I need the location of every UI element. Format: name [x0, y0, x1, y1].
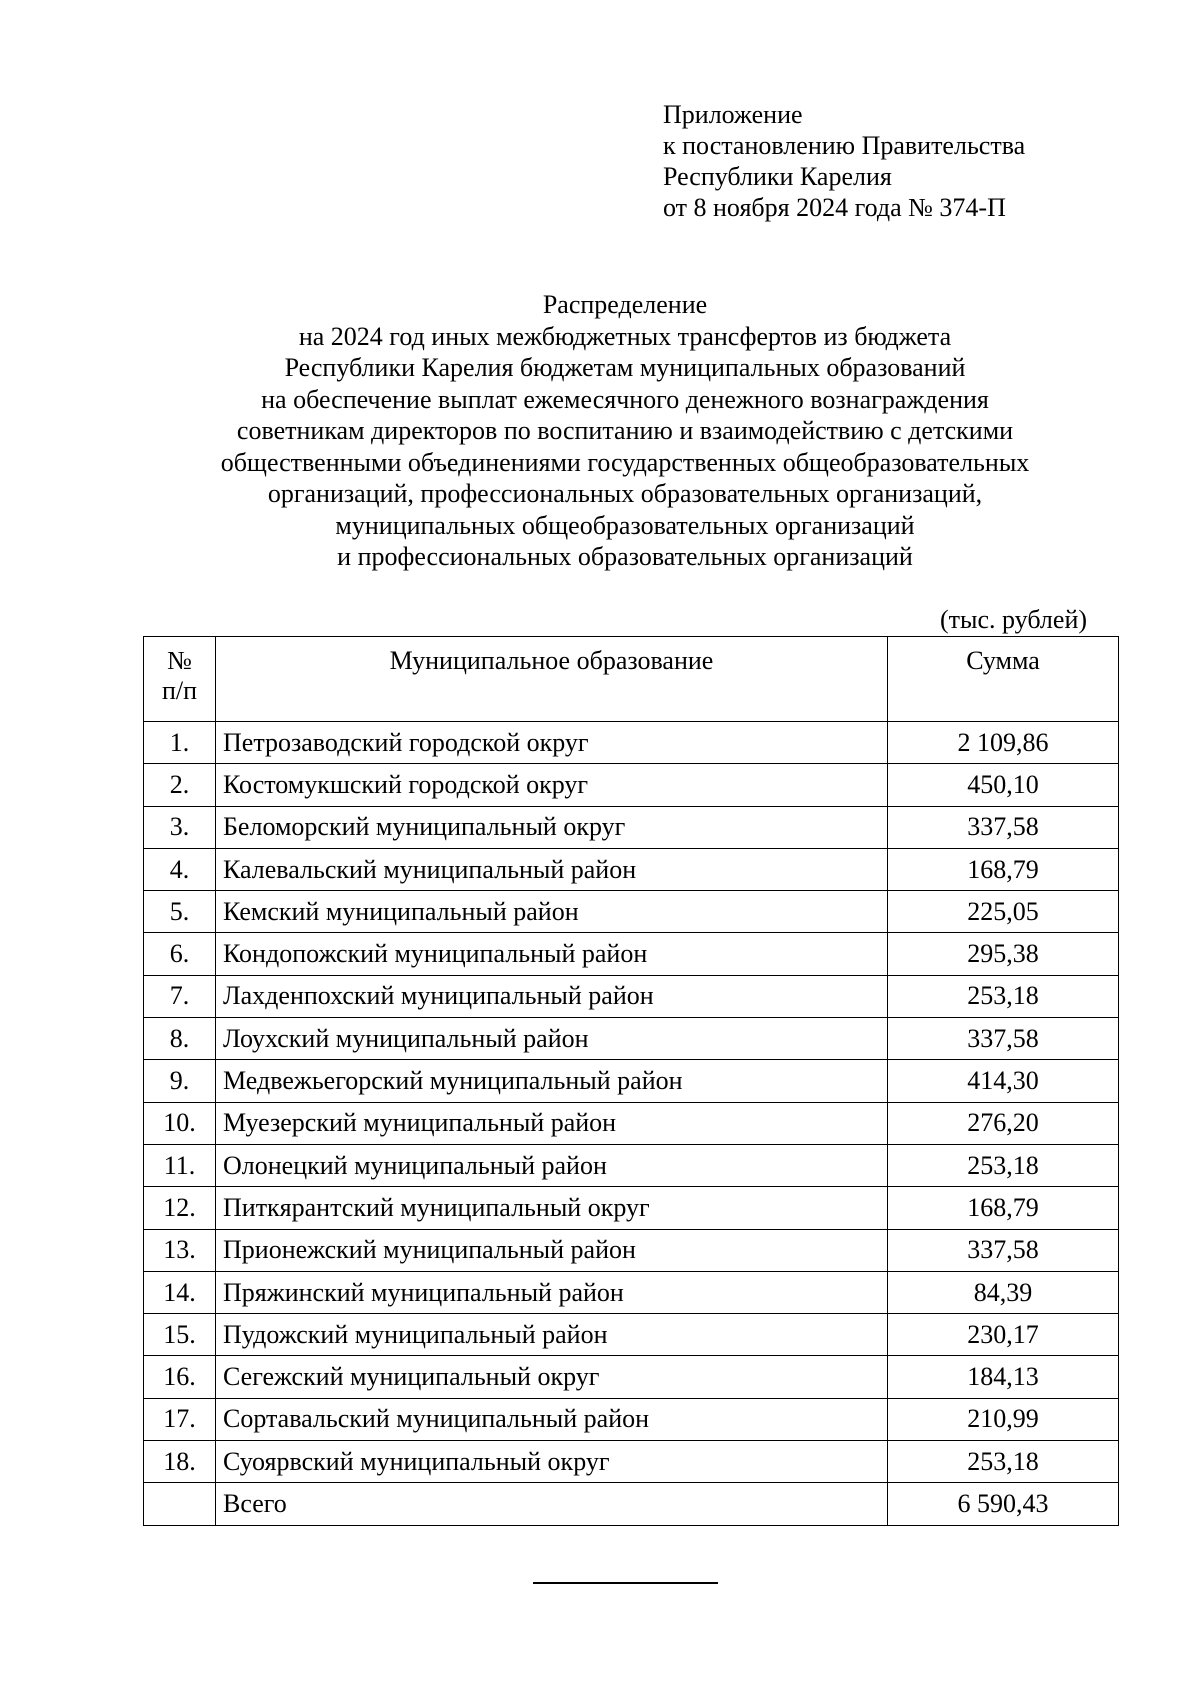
- row-municipality: Пряжинский муниципальный район: [216, 1271, 888, 1313]
- title-line: на обеспечение выплат ежемесячного денежного вознаграждения: [261, 384, 989, 414]
- header-number-line1: №: [167, 646, 192, 675]
- row-number: 17.: [144, 1398, 216, 1440]
- row-sum: 6 590,43: [888, 1483, 1119, 1525]
- table-row: [144, 1398, 1119, 1440]
- table-row: [144, 1271, 1119, 1313]
- appendix-header: [663, 99, 1025, 223]
- row-number: 11.: [144, 1144, 216, 1186]
- table-row: [144, 764, 1119, 806]
- title-line: Распределение: [542, 290, 708, 319]
- header-sum: Сумма: [888, 637, 1119, 722]
- row-municipality: Сегежский муниципальный округ: [216, 1356, 888, 1398]
- row-sum: 450,10: [888, 764, 1119, 806]
- row-number: 14.: [144, 1271, 216, 1313]
- row-municipality: Кемский муниципальный район: [216, 891, 888, 933]
- document-title: [120, 289, 1130, 573]
- table-row: [144, 1144, 1119, 1186]
- table-row: [144, 1187, 1119, 1229]
- table-row: [144, 975, 1119, 1017]
- row-number: 4.: [144, 848, 216, 890]
- row-municipality: Питкярантский муниципальный округ: [216, 1187, 888, 1229]
- row-municipality: Кондопожский муниципальный район: [216, 933, 888, 975]
- table-row: [144, 891, 1119, 933]
- title-line: на 2024 год иных межбюджетных трансфертов из бюджета: [298, 321, 952, 351]
- header-number-line2: п/п: [161, 676, 198, 705]
- table-row: [144, 806, 1119, 848]
- row-sum: 210,99: [888, 1398, 1119, 1440]
- title-line: организаций, профессиональных образовательных организаций,: [267, 479, 983, 508]
- table-row: [144, 1314, 1119, 1356]
- table-total-row: [144, 1483, 1119, 1525]
- row-sum: 337,58: [888, 806, 1119, 848]
- table-row: [144, 1102, 1119, 1144]
- title-line: и профессиональных образовательных организаций: [337, 542, 913, 571]
- table-row: [144, 933, 1119, 975]
- row-sum: 253,18: [888, 975, 1119, 1017]
- row-number: 7.: [144, 975, 216, 1017]
- row-municipality: Сортавальский муниципальный район: [216, 1398, 888, 1440]
- table-row: [144, 1441, 1119, 1483]
- row-sum: 414,30: [888, 1060, 1119, 1102]
- header-number: [144, 637, 216, 722]
- row-number: 18.: [144, 1441, 216, 1483]
- row-municipality: Медвежьегорский муниципальный район: [216, 1060, 888, 1102]
- row-municipality: Калевальский муниципальный район: [216, 848, 888, 890]
- units-label: (тыс. рублей): [940, 605, 1088, 634]
- row-municipality: Прионежский муниципальный район: [216, 1229, 888, 1271]
- row-sum: 230,17: [888, 1314, 1119, 1356]
- title-line: Республики Карелия бюджетам муниципальных образований: [284, 353, 966, 382]
- table-row: [144, 1018, 1119, 1060]
- row-municipality: Петрозаводский городской округ: [216, 722, 888, 764]
- row-sum: 295,38: [888, 933, 1119, 975]
- row-sum: 337,58: [888, 1018, 1119, 1060]
- row-sum: 84,39: [888, 1271, 1119, 1313]
- row-number: 8.: [144, 1018, 216, 1060]
- row-sum: 253,18: [888, 1144, 1119, 1186]
- table-row: [144, 1060, 1119, 1102]
- row-number: 16.: [144, 1356, 216, 1398]
- row-municipality: Суоярвский муниципальный округ: [216, 1441, 888, 1483]
- row-number: 9.: [144, 1060, 216, 1102]
- row-municipality: Всего: [216, 1483, 888, 1525]
- row-municipality: Олонецкий муниципальный район: [216, 1144, 888, 1186]
- row-number: [144, 1483, 216, 1525]
- row-municipality: Костомукшский городской округ: [216, 764, 888, 806]
- row-sum: 225,05: [888, 891, 1119, 933]
- row-municipality: Беломорский муниципальный округ: [216, 806, 888, 848]
- row-number: 12.: [144, 1187, 216, 1229]
- title-line: советникам директоров по воспитанию и взаимодействию с детскими: [236, 416, 1014, 445]
- row-number: 13.: [144, 1229, 216, 1271]
- table-body: [144, 722, 1119, 1526]
- row-sum: 276,20: [888, 1102, 1119, 1144]
- row-number: 5.: [144, 891, 216, 933]
- row-number: 2.: [144, 764, 216, 806]
- row-number: 10.: [144, 1102, 216, 1144]
- appendix-line: Приложение: [663, 100, 803, 129]
- table-header-row: [144, 637, 1119, 722]
- title-line: муниципальных общеобразовательных организаций: [335, 510, 915, 540]
- appendix-line: к постановлению Правительства: [663, 131, 1026, 160]
- header-municipality: Муниципальное образование: [216, 637, 888, 722]
- row-sum: 168,79: [888, 848, 1119, 890]
- row-municipality: Муезерский муниципальный район: [216, 1102, 888, 1144]
- row-sum: 253,18: [888, 1441, 1119, 1483]
- row-sum: 2 109,86: [888, 722, 1119, 764]
- row-number: 15.: [144, 1314, 216, 1356]
- row-number: 1.: [144, 722, 216, 764]
- title-line: общественными объединениями государственных общеобразовательных: [220, 447, 1030, 477]
- table-row: [144, 1229, 1119, 1271]
- appendix-line: от 8 ноября 2024 года № 374-П: [663, 193, 1006, 222]
- row-municipality: Пудожский муниципальный район: [216, 1314, 888, 1356]
- row-municipality: Лоухский муниципальный район: [216, 1018, 888, 1060]
- row-number: 6.: [144, 933, 216, 975]
- table-row: [144, 722, 1119, 764]
- table-row: [144, 848, 1119, 890]
- row-number: 3.: [144, 806, 216, 848]
- table-row: [144, 1356, 1119, 1398]
- distribution-table: [143, 636, 1119, 1526]
- end-divider-line: [533, 1582, 718, 1584]
- row-sum: 168,79: [888, 1187, 1119, 1229]
- row-municipality: Лахденпохский муниципальный район: [216, 975, 888, 1017]
- row-sum: 184,13: [888, 1356, 1119, 1398]
- appendix-line: Республики Карелия: [663, 162, 892, 191]
- row-sum: 337,58: [888, 1229, 1119, 1271]
